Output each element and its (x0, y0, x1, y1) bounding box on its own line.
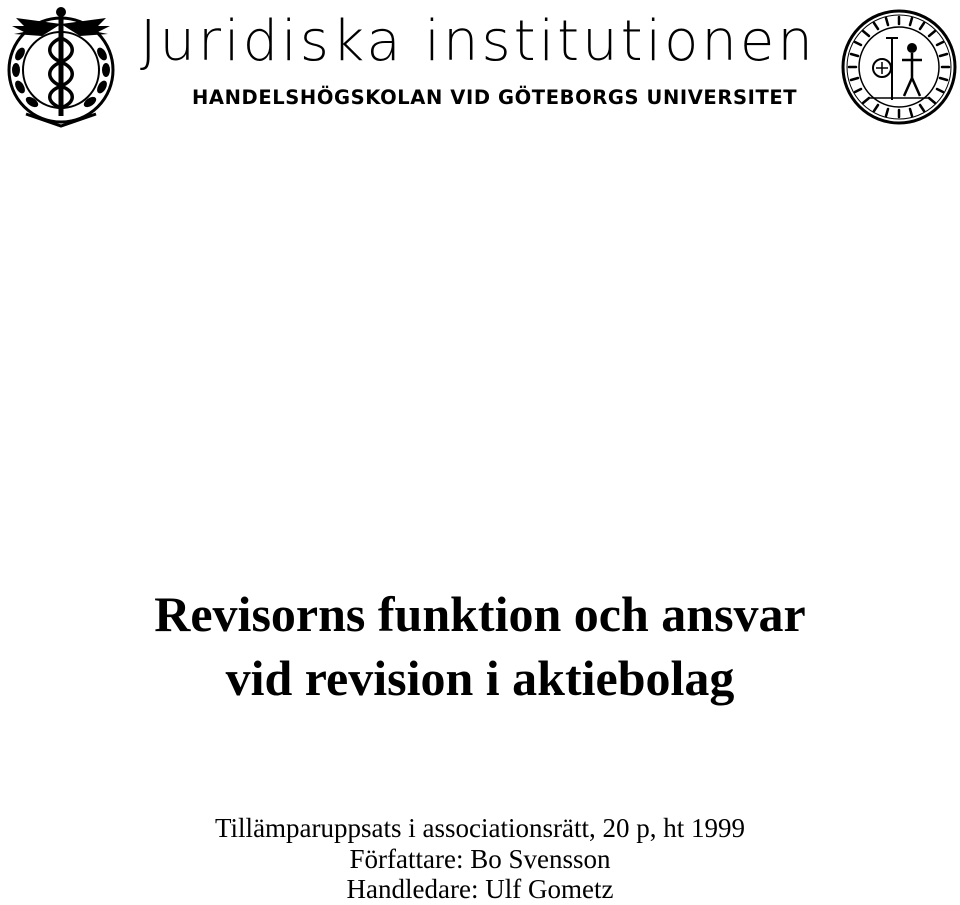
thesis-type: Tillämparuppsats i associationsrätt, 20 p, ht 1999 (215, 813, 745, 843)
department-name: Juridiska institutionen (140, 9, 816, 74)
university-seal-logo (840, 8, 958, 126)
document-title (0, 582, 960, 710)
institution-subtitle: HANDELSHÖGSKOLAN VID GÖTEBORGS UNIVERSITET (192, 86, 798, 109)
author: Författare: Bo Svensson (349, 843, 611, 874)
title-line-1: Revisorns funktion och ansvar (154, 586, 806, 642)
letterhead (0, 0, 960, 135)
supervisor: Handledare: Ulf Gometz (346, 874, 614, 904)
title-line-2: vid revision i aktiebolag (225, 650, 735, 706)
caduceus-emblem-logo (2, 4, 120, 130)
document-meta (0, 813, 960, 905)
